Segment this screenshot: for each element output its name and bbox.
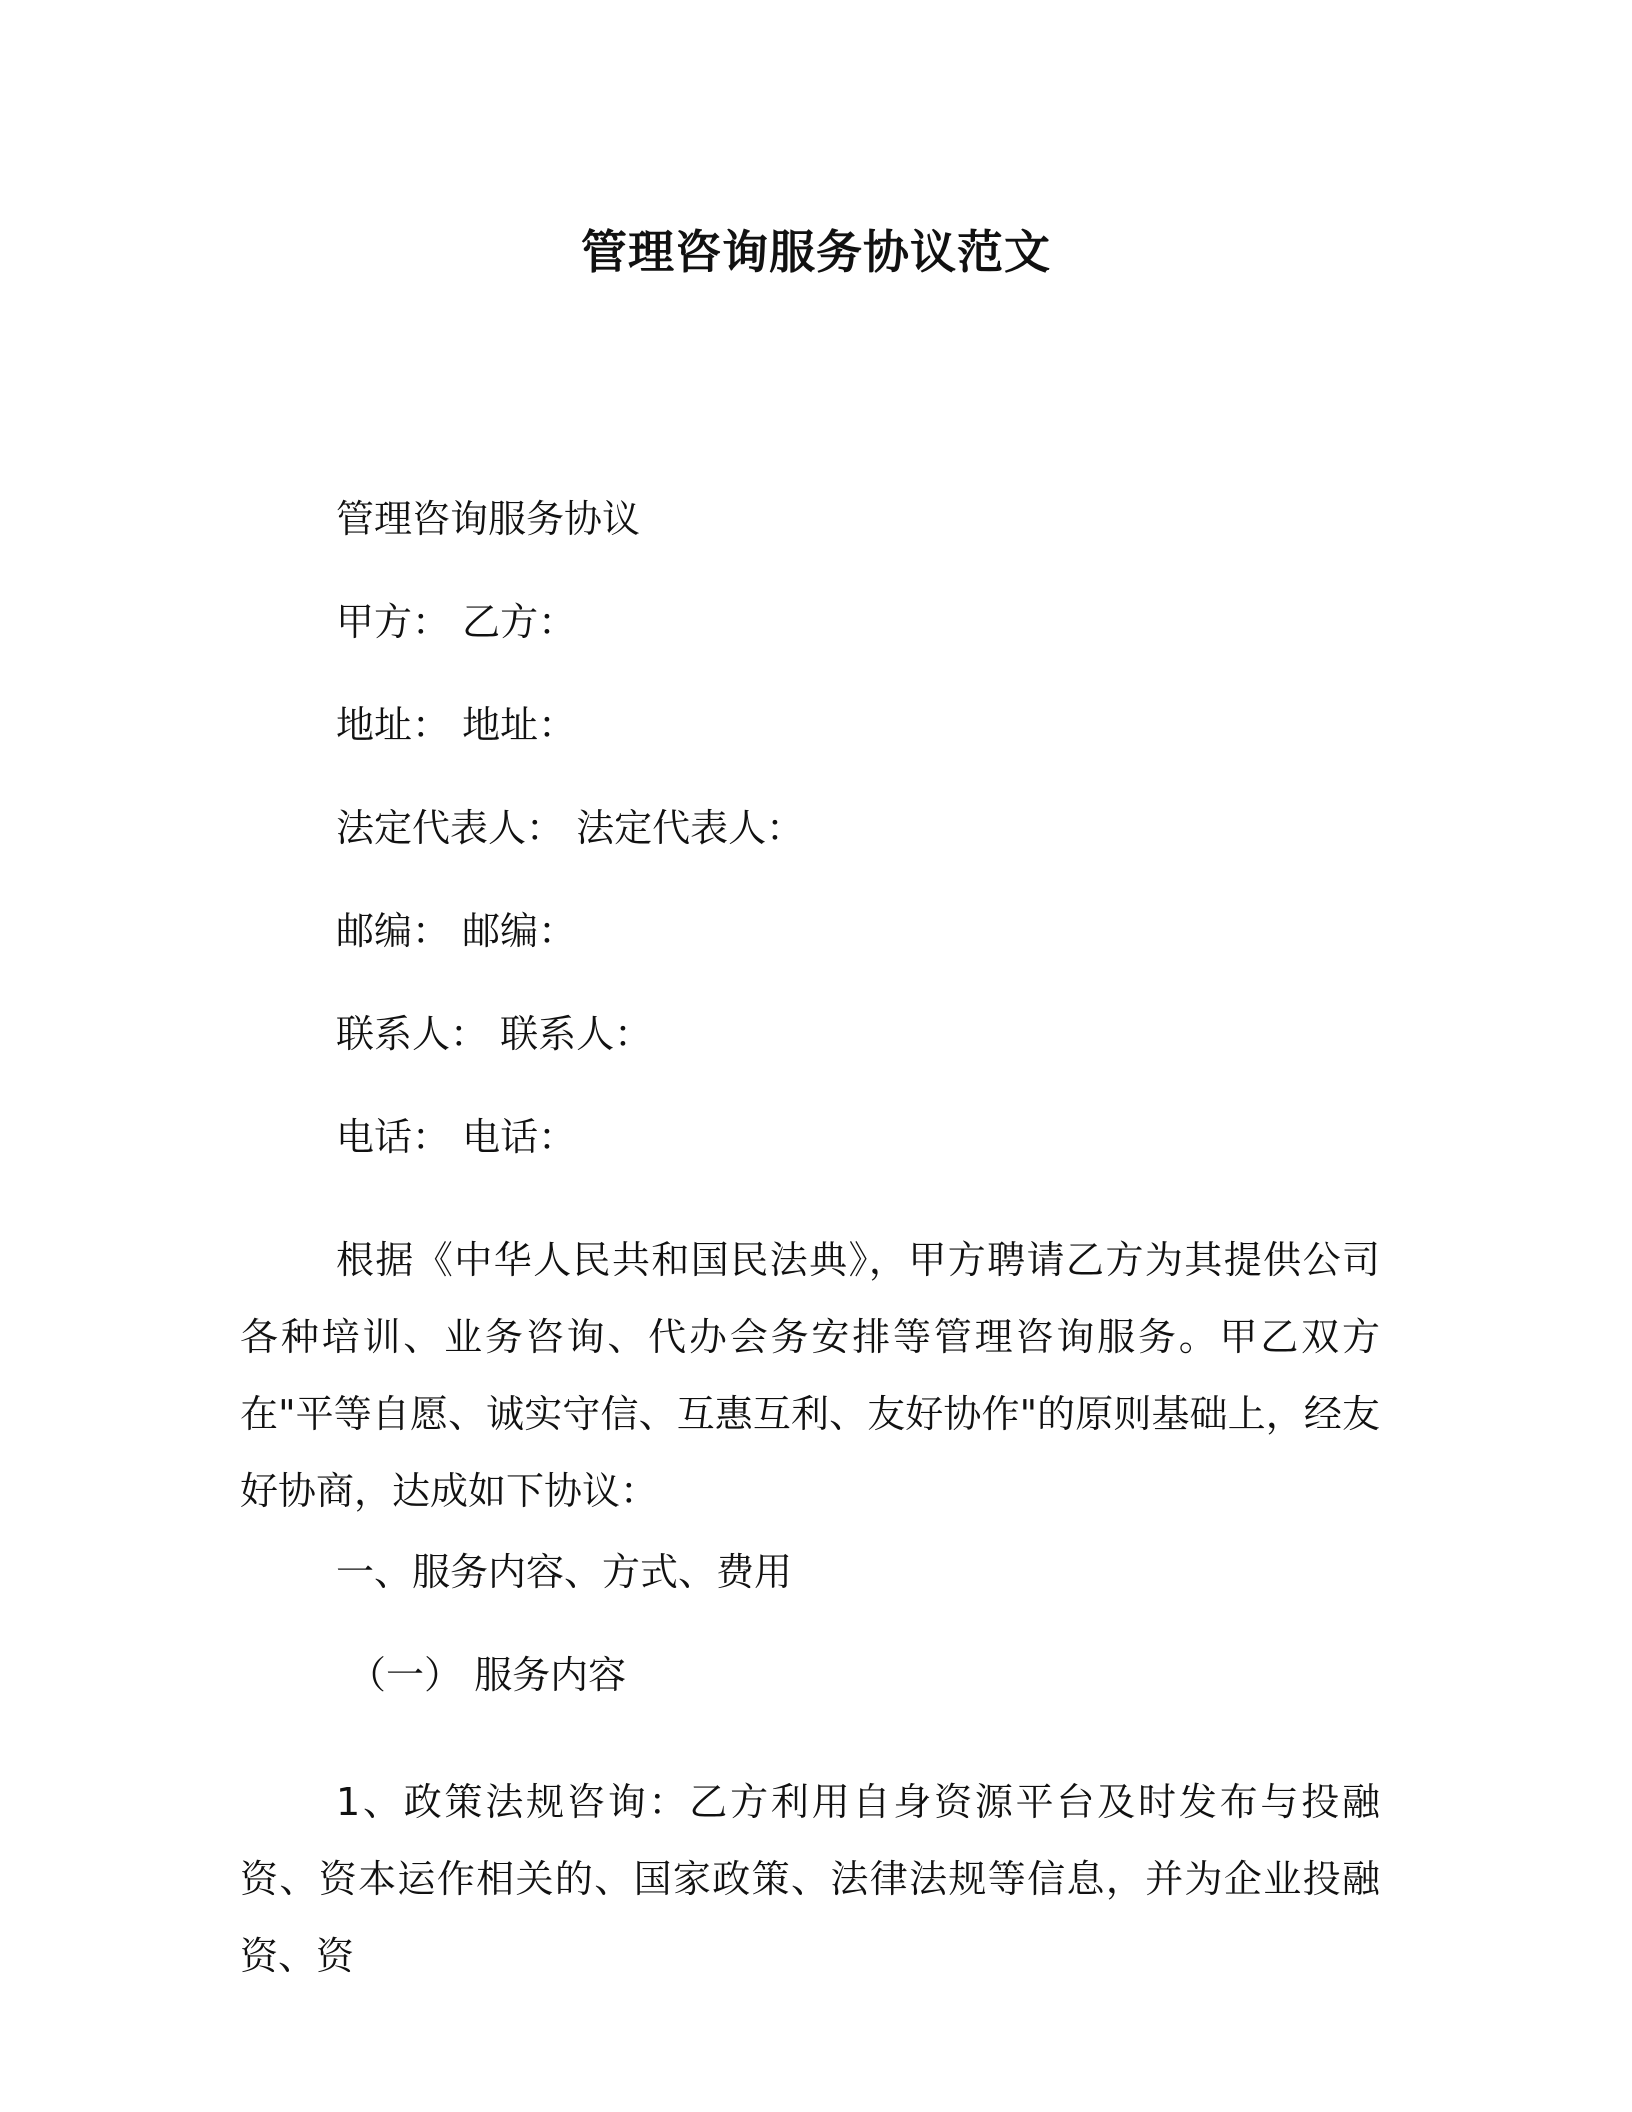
party-line: 甲方： 乙方： [336,600,577,644]
agreement-subtitle: 管理咨询服务协议 [336,497,641,541]
subsection-1-heading: （一） 服务内容 [348,1653,627,1697]
address-line: 地址： 地址： [336,703,577,747]
phone-line: 电话： 电话： [336,1115,577,1159]
legal-representative-line: 法定代表人： 法定代表人： [336,806,805,850]
document-title: 管理咨询服务协议范文 [581,225,1051,279]
intro-paragraph: 根据《中华人民共和国民法典》，甲方聘请乙方为其提供公司各种培训、业务咨询、代办会务安排等管理咨询服务。甲乙双方在"平等自愿、诚实守信、互惠互利、友好协作"的原则基础上，经友好协商，达成如下协议： [240,1238,1380,1513]
contact-person-line: 联系人： 联系人： [336,1012,653,1056]
item-1-paragraph: 1、政策法规咨询：乙方利用自身资源平台及时发布与投融资、资本运作相关的、国家政策、法律法规等信息，并为企业投融资、资 [240,1780,1380,1978]
postcode-line: 邮编： 邮编： [336,909,577,953]
section-1-heading: 一、服务内容、方式、费用 [336,1550,793,1594]
